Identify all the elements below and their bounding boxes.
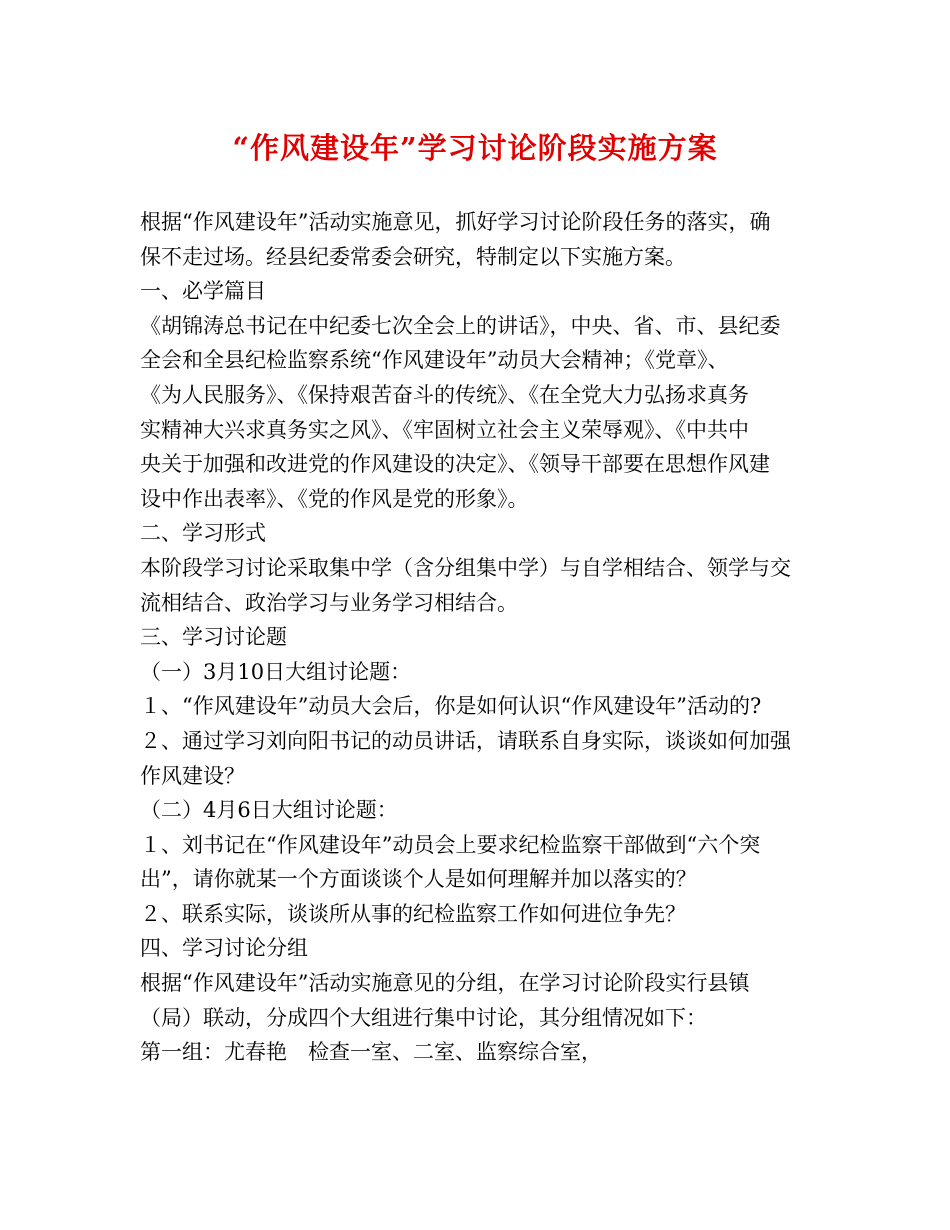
paragraph-line: 第一组：尤春艳 检查一室、二室、监察综合室， xyxy=(140,1040,602,1065)
document-body xyxy=(140,205,830,1070)
paragraph-line: 全会和全县纪检监察系统“作风建设年”动员大会精神；《党章》、 xyxy=(140,348,729,373)
paragraph-line: 作风建设？ xyxy=(140,763,245,788)
paragraph-line: 四、学习讨论分组 xyxy=(140,936,308,961)
paragraph-line: 出”，请你就某一个方面谈谈个人是如何理解并加以落实的？ xyxy=(140,867,697,892)
paragraph-line: 根据“作风建设年”活动实施意见的分组，在学习讨论阶段实行县镇 xyxy=(140,971,750,996)
paragraph-line: 本阶段学习讨论采取集中学（含分组集中学）与自学相结合、领学与交 xyxy=(140,555,791,580)
paragraph-line: ２、通过学习刘向阳书记的动员讲话，请联系自身实际，谈谈如何加强 xyxy=(140,728,791,753)
paragraph-line: 二、学习形式 xyxy=(140,521,266,546)
paragraph-line: 一、必学篇目 xyxy=(140,279,266,304)
paragraph-line: （二）4月6日大组讨论题： xyxy=(140,798,398,823)
paragraph-line: 央关于加强和改进党的作风建设的决定》、《领导干部要在思想作风建 xyxy=(140,452,770,477)
paragraph-line: １、“作风建设年”动员大会后，你是如何认识“作风建设年”活动的? xyxy=(140,694,762,719)
paragraph-line: （局）联动，分成四个大组进行集中讨论，其分组情况如下： xyxy=(140,1005,707,1030)
paragraph-line: 三、学习讨论题 xyxy=(140,625,287,650)
paragraph-line: 实精神大兴求真务实之风》、《牢固树立社会主义荣辱观》、《中共中 xyxy=(140,417,749,442)
paragraph-line: （一）3月10日大组讨论题： xyxy=(140,659,412,684)
paragraph-line: 《为人民服务》、《保持艰苦奋斗的传统》、《在全党大力弘扬求真务 xyxy=(140,382,749,407)
paragraph-line: 设中作出表率》、《党的作风是党的形象》。 xyxy=(140,486,529,511)
paragraph-line: 根据“作风建设年”活动实施意见，抓好学习讨论阶段任务的落实，确 xyxy=(140,210,771,234)
paragraph-line: 保不走过场。经县纪委常委会研究，特制定以下实施方案。 xyxy=(140,244,686,269)
paragraph-line: 《胡锦涛总书记在中纪委七次全会上的讲话》，中央、省、市、县纪委 xyxy=(140,313,781,338)
paragraph-line: 流相结合、政治学习与业务学习相结合。 xyxy=(140,590,518,615)
paragraph-line: １、刘书记在“作风建设年”动员会上要求纪检监察干部做到“六个突 xyxy=(140,832,761,857)
document-title: “作风建设年”学习讨论阶段实施方案 xyxy=(232,131,718,165)
paragraph-line: ２、联系实际，谈谈所从事的纪检监察工作如何进位争先？ xyxy=(140,901,686,926)
